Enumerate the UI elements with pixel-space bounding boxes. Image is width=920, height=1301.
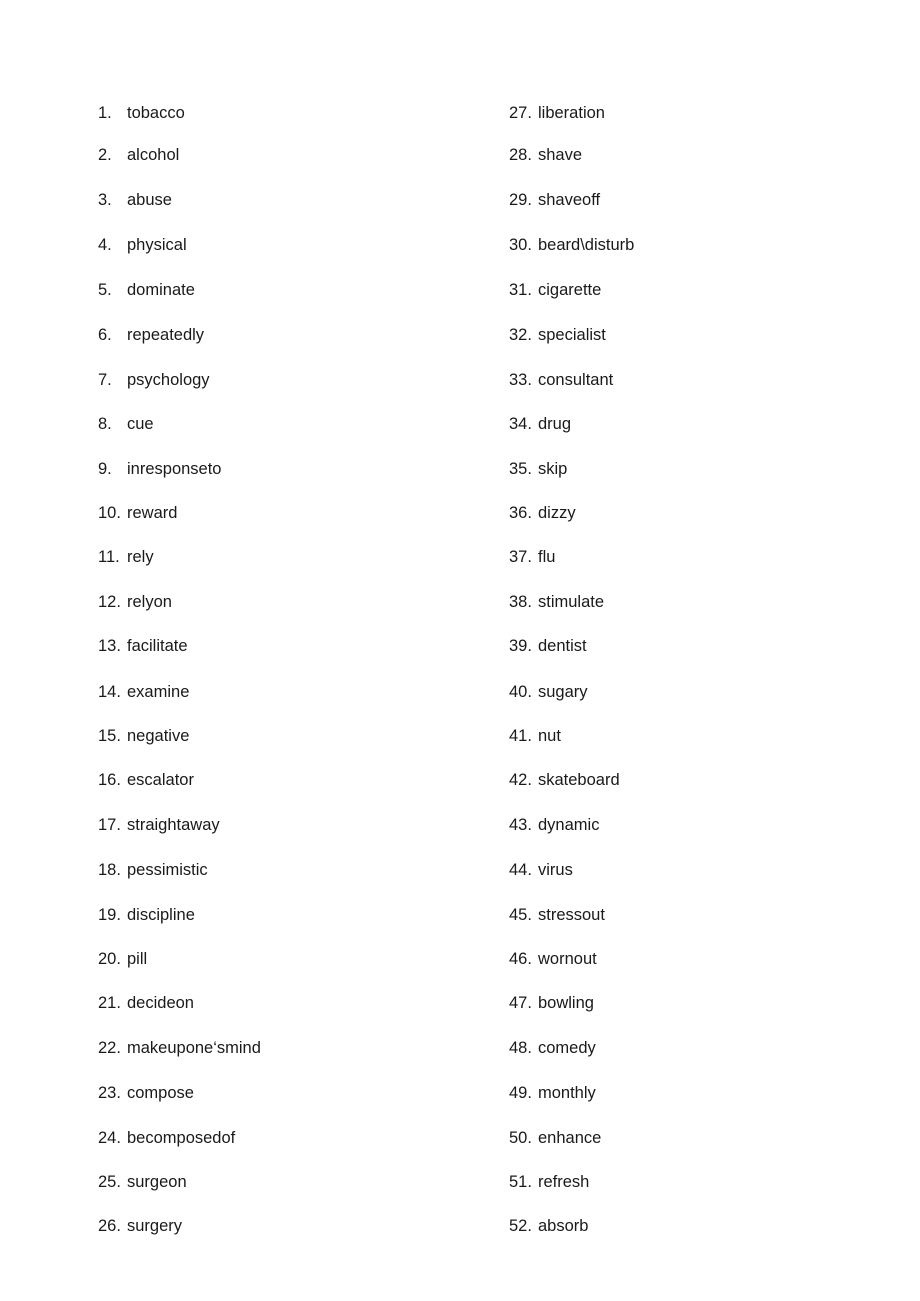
item-number: 26. <box>98 1217 121 1235</box>
vocabulary-word: surgery <box>127 1217 183 1235</box>
item-number: 45. <box>509 906 532 924</box>
vocabulary-word: cue <box>127 415 154 433</box>
item-number: 43. <box>509 816 532 834</box>
item-number: 4. <box>98 236 112 254</box>
vocabulary-word: flu <box>538 548 556 566</box>
item-number: 37. <box>509 548 532 566</box>
item-number: 23. <box>98 1084 121 1102</box>
vocabulary-word: discipline <box>127 906 195 924</box>
list-item <box>98 1038 261 1058</box>
item-number: 13. <box>98 637 121 655</box>
item-number: 10. <box>98 504 121 522</box>
vocabulary-word: skateboard <box>538 771 620 789</box>
vocabulary-word: specialist <box>538 326 606 344</box>
item-number: 21. <box>98 994 121 1012</box>
list-item <box>509 547 555 567</box>
list-item <box>509 145 582 165</box>
item-number: 17. <box>98 816 121 834</box>
vocabulary-word: refresh <box>538 1173 590 1191</box>
vocabulary-word: dizzy <box>538 504 576 522</box>
vocabulary-word: psychology <box>127 371 210 389</box>
vocabulary-word: nut <box>538 727 561 745</box>
list-item <box>509 815 599 835</box>
vocabulary-word: compose <box>127 1084 194 1102</box>
list-item <box>98 636 188 656</box>
item-number: 25. <box>98 1173 121 1191</box>
vocabulary-word: drug <box>538 415 572 433</box>
list-item <box>98 190 172 210</box>
list-item <box>98 905 195 925</box>
vocabulary-word: reward <box>127 504 178 522</box>
vocabulary-word: dentist <box>538 637 587 655</box>
item-number: 52. <box>509 1217 532 1235</box>
vocabulary-word: becomposedof <box>127 1129 236 1147</box>
vocabulary-word: pill <box>127 950 148 968</box>
item-number: 12. <box>98 593 121 611</box>
vocabulary-word: surgeon <box>127 1173 187 1191</box>
vocabulary-word: abuse <box>127 191 172 209</box>
item-number: 6. <box>98 326 112 344</box>
list-item <box>509 1083 596 1103</box>
list-item <box>509 1128 601 1148</box>
item-number: 7. <box>98 371 112 389</box>
item-number: 46. <box>509 950 532 968</box>
list-item <box>98 414 154 434</box>
vocabulary-word: repeatedly <box>127 326 205 344</box>
item-number: 18. <box>98 861 121 879</box>
vocabulary-word: facilitate <box>127 637 188 655</box>
list-item <box>98 1128 235 1148</box>
vocabulary-word: relyon <box>127 593 172 611</box>
vocabulary-word: dynamic <box>538 816 600 834</box>
list-item <box>98 370 210 390</box>
list-item <box>98 815 220 835</box>
item-number: 33. <box>509 371 532 389</box>
item-number: 51. <box>509 1173 532 1191</box>
list-item <box>509 1216 588 1236</box>
item-number: 8. <box>98 415 112 433</box>
list-item <box>98 592 172 612</box>
item-number: 39. <box>509 637 532 655</box>
list-item <box>509 103 605 123</box>
vocabulary-word: virus <box>538 861 573 879</box>
vocabulary-word: beard\disturb <box>538 236 635 254</box>
vocabulary-word: stressout <box>538 906 605 924</box>
item-number: 20. <box>98 950 121 968</box>
list-item <box>509 949 597 969</box>
vocabulary-word: decideon <box>127 994 194 1012</box>
list-item <box>509 905 605 925</box>
vocabulary-word: alcohol <box>127 146 180 164</box>
list-item <box>98 949 147 969</box>
vocabulary-word: absorb <box>538 1217 589 1235</box>
list-item <box>98 145 179 165</box>
vocabulary-word: comedy <box>538 1039 596 1057</box>
list-item <box>509 459 567 479</box>
vocabulary-word: shaveoff <box>538 191 601 209</box>
list-item <box>98 682 189 702</box>
item-number: 50. <box>509 1129 532 1147</box>
list-item <box>98 860 208 880</box>
list-item <box>509 370 613 390</box>
list-item <box>98 993 194 1013</box>
list-item <box>98 547 154 567</box>
item-number: 27. <box>509 104 532 122</box>
vocabulary-word: rely <box>127 548 154 566</box>
list-item <box>98 1083 194 1103</box>
item-number: 2. <box>98 146 112 164</box>
item-number: 3. <box>98 191 112 209</box>
vocabulary-word: escalator <box>127 771 194 789</box>
item-number: 28. <box>509 146 532 164</box>
vocabulary-word: inresponseto <box>127 460 222 478</box>
vocabulary-word: bowling <box>538 994 594 1012</box>
item-number: 24. <box>98 1129 121 1147</box>
list-item <box>509 636 587 656</box>
item-number: 9. <box>98 460 112 478</box>
list-item <box>509 770 620 790</box>
vocabulary-word: examine <box>127 683 190 701</box>
list-item <box>98 503 177 523</box>
vocabulary-word: pessimistic <box>127 861 208 879</box>
vocabulary-word: physical <box>127 236 187 254</box>
vocabulary-word: skip <box>538 460 568 478</box>
item-number: 11. <box>98 548 120 566</box>
list-item <box>98 235 187 255</box>
vocabulary-word: stimulate <box>538 593 605 611</box>
item-number: 1. <box>98 104 112 122</box>
item-number: 44. <box>509 861 532 879</box>
list-item <box>509 993 594 1013</box>
item-number: 31. <box>509 281 532 299</box>
item-number: 48. <box>509 1039 532 1057</box>
list-item <box>509 726 561 746</box>
vocabulary-word: makeupone‘smind <box>127 1039 261 1057</box>
vocabulary-word: cigarette <box>538 281 602 299</box>
list-item <box>98 280 195 300</box>
list-item <box>98 1216 182 1236</box>
vocabulary-word: wornout <box>538 950 597 968</box>
list-item <box>509 592 604 612</box>
item-number: 19. <box>98 906 121 924</box>
item-number: 22. <box>98 1039 121 1057</box>
item-number: 29. <box>509 191 532 209</box>
item-number: 41. <box>509 727 532 745</box>
list-item <box>509 235 634 255</box>
item-number: 14. <box>98 683 121 701</box>
vocabulary-word: straightaway <box>127 816 220 834</box>
item-number: 49. <box>509 1084 532 1102</box>
item-number: 38. <box>509 593 532 611</box>
list-item <box>509 1038 596 1058</box>
item-number: 40. <box>509 683 532 701</box>
list-item <box>98 770 194 790</box>
list-item <box>509 1172 589 1192</box>
item-number: 30. <box>509 236 532 254</box>
item-number: 16. <box>98 771 121 789</box>
list-item <box>509 325 606 345</box>
vocabulary-word: liberation <box>538 104 605 122</box>
list-item <box>509 190 600 210</box>
vocabulary-word: dominate <box>127 281 195 299</box>
vocabulary-word: consultant <box>538 371 614 389</box>
item-number: 34. <box>509 415 532 433</box>
vocabulary-word: sugary <box>538 683 588 701</box>
list-item <box>98 325 204 345</box>
item-number: 32. <box>509 326 532 344</box>
item-number: 5. <box>98 281 112 299</box>
list-item <box>509 682 588 702</box>
vocabulary-word: monthly <box>538 1084 596 1102</box>
item-number: 36. <box>509 504 532 522</box>
list-item <box>98 1172 187 1192</box>
item-number: 15. <box>98 727 121 745</box>
vocabulary-word: tobacco <box>127 104 185 122</box>
item-number: 42. <box>509 771 532 789</box>
list-item <box>98 459 221 479</box>
item-number: 47. <box>509 994 532 1012</box>
list-item <box>509 860 573 880</box>
list-item <box>509 414 571 434</box>
vocabulary-word: negative <box>127 727 190 745</box>
vocabulary-word: shave <box>538 146 583 164</box>
item-number: 35. <box>509 460 532 478</box>
list-item <box>98 103 185 123</box>
vocabulary-word: enhance <box>538 1129 602 1147</box>
list-item <box>98 726 189 746</box>
list-item <box>509 503 576 523</box>
list-item <box>509 280 601 300</box>
